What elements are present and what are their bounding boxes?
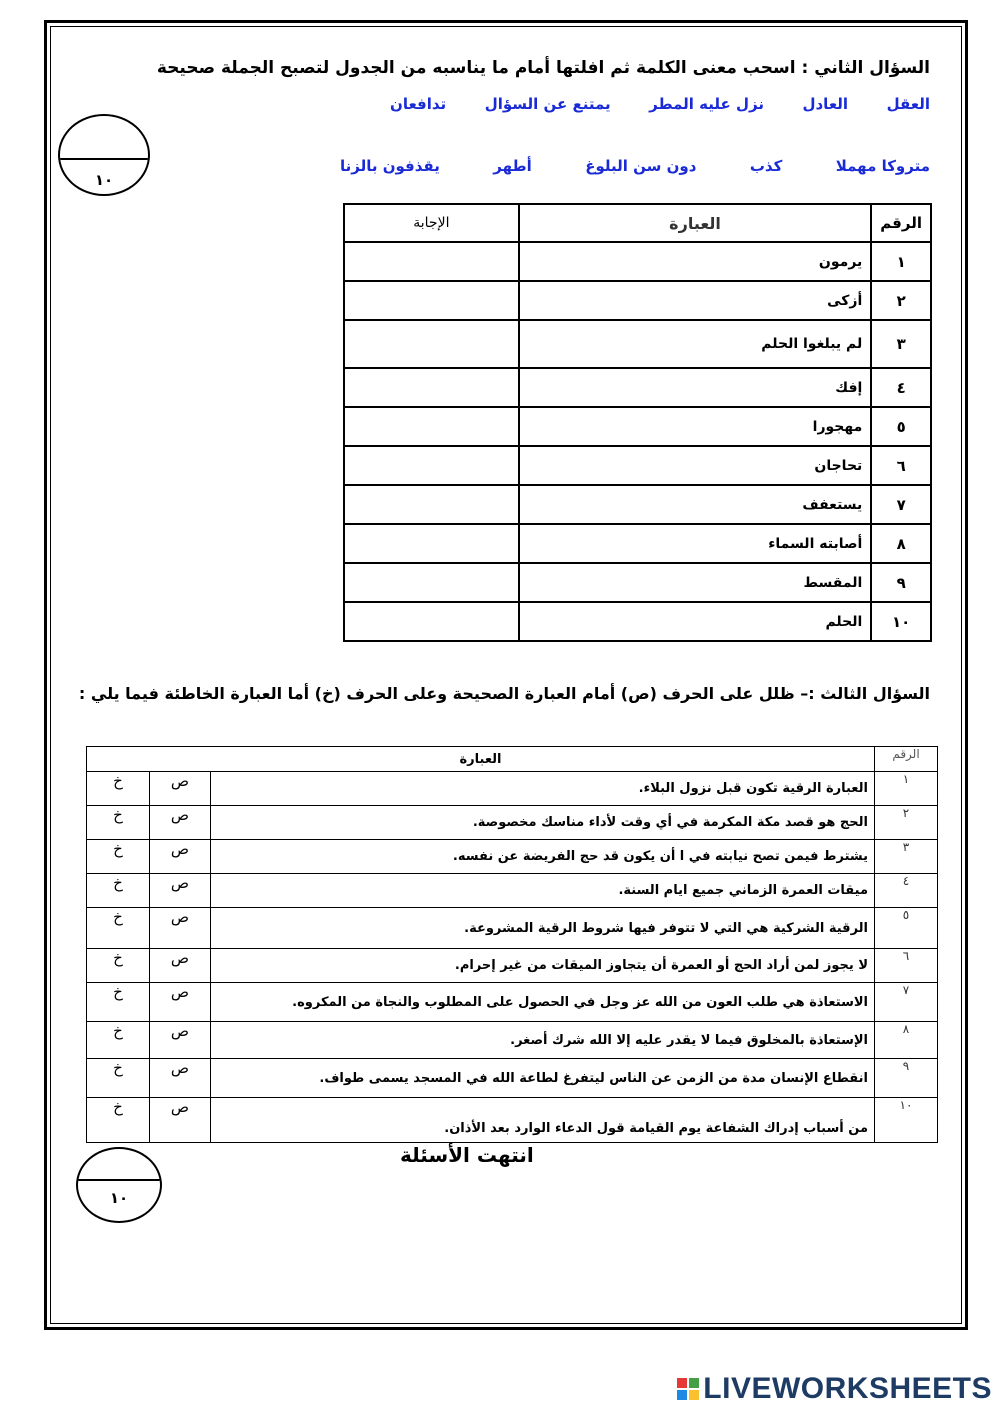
row-num: ٩ (871, 563, 931, 602)
answer-drop-zone[interactable] (344, 368, 519, 407)
footer-brand-text: LIVEWORKSHEETS (703, 1372, 992, 1405)
row-num: ٦ (875, 949, 938, 983)
row-statement: الاستعاذة هي طلب العون من الله عز وجل في الحصول على المطلوب والنجاة من المكروه. (211, 983, 875, 1022)
table-row (87, 1098, 938, 1143)
row-num: ١ (875, 772, 938, 806)
logo-square (677, 1390, 687, 1400)
row-statement: من أسباب إدراك الشفاعة يوم القيامة قول الدعاء الوارد بعد الأذان. (211, 1098, 875, 1143)
header-statement: العبارة (519, 204, 872, 242)
true-option[interactable]: ص (150, 806, 211, 840)
word-bank-item[interactable]: يقذفون بالزنا (340, 157, 440, 175)
word-bank-row-1 (390, 95, 930, 113)
table-row (344, 524, 931, 563)
question2-score-circle (58, 114, 150, 196)
answer-drop-zone[interactable] (344, 320, 519, 368)
answer-drop-zone[interactable] (344, 281, 519, 320)
row-num: ٣ (871, 320, 931, 368)
word-bank-row-2 (340, 157, 930, 175)
true-option[interactable]: ص (150, 983, 211, 1022)
score-value: ١٠ (109, 1189, 129, 1207)
word-bank-item[interactable]: العقل (886, 95, 930, 113)
header-answer: الإجابة (344, 204, 519, 242)
row-num: ٤ (871, 368, 931, 407)
answer-drop-zone[interactable] (344, 602, 519, 641)
table-row (87, 874, 938, 908)
true-option[interactable]: ص (150, 1059, 211, 1098)
header-num: الرقم (875, 747, 938, 772)
score-divider (78, 1179, 160, 1181)
question2-table (343, 203, 932, 642)
table-row (344, 485, 931, 524)
table-row (87, 772, 938, 806)
answer-drop-zone[interactable] (344, 524, 519, 563)
true-option[interactable]: ص (150, 908, 211, 949)
row-statement: أزكى (519, 281, 872, 320)
header-num: الرقم (871, 204, 931, 242)
row-statement: الرقية الشركية هي التي لا تتوفر فيها شروط الرقية المشروعة. (211, 908, 875, 949)
row-num: ١٠ (871, 602, 931, 641)
false-option[interactable]: خ (87, 949, 150, 983)
row-num: ١ (871, 242, 931, 281)
row-statement: يشترط فيمن تصح نيابته في ا أن يكون قد حج الفريضة عن نفسه. (211, 840, 875, 874)
row-statement: يستعفف (519, 485, 872, 524)
row-statement: تحاجان (519, 446, 872, 485)
row-statement: ميقات العمرة الزماني جميع ايام السنة. (211, 874, 875, 908)
word-bank-item[interactable]: متروكا مهملا (835, 157, 930, 175)
word-bank-item[interactable]: أطهر (493, 157, 532, 175)
row-num: ٦ (871, 446, 931, 485)
table-row (344, 368, 931, 407)
score-divider (60, 158, 148, 160)
true-option[interactable]: ص (150, 1098, 211, 1143)
row-statement: انقطاع الإنسان مدة من الزمن عن الناس ليتفرغ لطاعة الله في المسجد يسمى طواف. (211, 1059, 875, 1098)
footer-brand (677, 1372, 992, 1406)
false-option[interactable]: خ (87, 1022, 150, 1059)
row-num: ٥ (875, 908, 938, 949)
row-num: ٨ (871, 524, 931, 563)
header-statement: العبارة (87, 747, 875, 772)
row-num: ١٠ (875, 1098, 938, 1143)
word-bank-item[interactable]: العادل (802, 95, 849, 113)
false-option[interactable]: خ (87, 840, 150, 874)
row-statement: لا يجوز لمن أراد الحج أو العمرة أن يتجاوز الميقات من غير إحرام. (211, 949, 875, 983)
table-row (344, 281, 931, 320)
true-option[interactable]: ص (150, 840, 211, 874)
false-option[interactable]: خ (87, 874, 150, 908)
true-option[interactable]: ص (150, 1022, 211, 1059)
table-row (87, 840, 938, 874)
table-row (344, 320, 931, 368)
word-bank-item[interactable]: نزل عليه المطر (649, 95, 764, 113)
end-of-questions: انتهت الأسئلة (400, 1143, 534, 1167)
answer-drop-zone[interactable] (344, 446, 519, 485)
row-statement: يرمون (519, 242, 872, 281)
word-bank-item[interactable]: كذب (749, 157, 783, 175)
false-option[interactable]: خ (87, 806, 150, 840)
row-statement: أصابته السماء (519, 524, 872, 563)
table-row (344, 407, 931, 446)
row-num: ٢ (871, 281, 931, 320)
row-num: ٩ (875, 1059, 938, 1098)
question2-title: السؤال الثاني : اسحب معنى الكلمة ثم افلتها أمام ما يناسبه من الجدول لتصبح الجملة صحيحة (156, 58, 930, 78)
row-num: ٧ (875, 983, 938, 1022)
false-option[interactable]: خ (87, 983, 150, 1022)
table-row (87, 1059, 938, 1098)
row-num: ٣ (875, 840, 938, 874)
false-option[interactable]: خ (87, 1098, 150, 1143)
row-statement: العبارة الرقية تكون قبل نزول البلاء. (211, 772, 875, 806)
table-row (344, 602, 931, 641)
table-row (87, 806, 938, 840)
true-option[interactable]: ص (150, 874, 211, 908)
table-row (87, 983, 938, 1022)
false-option[interactable]: خ (87, 908, 150, 949)
row-num: ٢ (875, 806, 938, 840)
answer-drop-zone[interactable] (344, 563, 519, 602)
row-num: ٥ (871, 407, 931, 446)
true-option[interactable]: ص (150, 949, 211, 983)
logo-square (689, 1390, 699, 1400)
answer-drop-zone[interactable] (344, 485, 519, 524)
table-row (87, 908, 938, 949)
row-statement: الحلم (519, 602, 872, 641)
question3-score-circle (76, 1147, 162, 1223)
word-bank-item[interactable]: دون سن البلوغ (585, 157, 697, 175)
logo-square (677, 1378, 687, 1388)
row-num: ٨ (875, 1022, 938, 1059)
word-bank-item[interactable]: تدافعان (390, 95, 447, 113)
liveworksheets-logo-icon (677, 1378, 699, 1400)
table-row (344, 242, 931, 281)
row-statement: الحج هو قصد مكة المكرمة في أي وقت لأداء مناسك مخصوصة. (211, 806, 875, 840)
row-statement: مهجورا (519, 407, 872, 446)
question3-title: السؤال الثالث :– ظلل على الحرف (ص) أمام العبارة الصحيحة وعلى الحرف (خ) أما العبارة الخاطئة فيما يلي : (78, 684, 930, 703)
table-row (344, 446, 931, 485)
row-statement: لم يبلغوا الحلم (519, 320, 872, 368)
row-statement: إفك (519, 368, 872, 407)
answer-drop-zone[interactable] (344, 407, 519, 446)
true-option[interactable]: ص (150, 772, 211, 806)
logo-square (689, 1378, 699, 1388)
row-num: ٤ (875, 874, 938, 908)
false-option[interactable]: خ (87, 1059, 150, 1098)
answer-drop-zone[interactable] (344, 242, 519, 281)
score-value: ١٠ (94, 171, 114, 189)
false-option[interactable]: خ (87, 772, 150, 806)
table-row (87, 1022, 938, 1059)
question3-table (86, 746, 938, 1143)
table-row (344, 563, 931, 602)
row-num: ٧ (871, 485, 931, 524)
row-statement: المقسط (519, 563, 872, 602)
table-row (87, 949, 938, 983)
word-bank-item[interactable]: يمتنع عن السؤال (484, 95, 611, 113)
row-statement: الإستعاذة بالمخلوق فيما لا يقدر عليه إلا الله شرك أصغر. (211, 1022, 875, 1059)
